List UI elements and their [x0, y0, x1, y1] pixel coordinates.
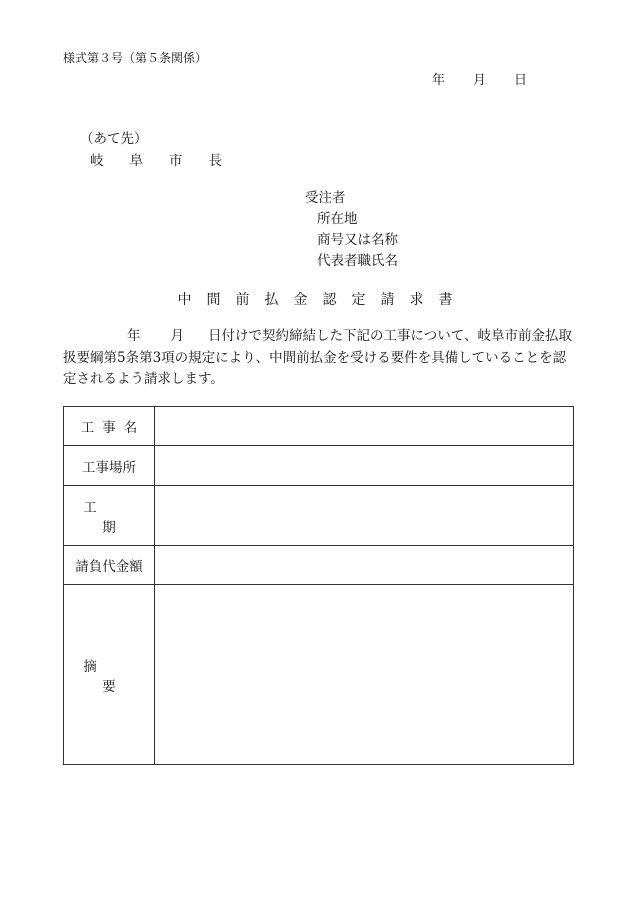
date-year: 年	[432, 73, 446, 88]
table-row	[64, 486, 574, 546]
label-remarks: 摘要	[64, 585, 155, 765]
value-remarks[interactable]	[155, 585, 574, 765]
table-row	[64, 407, 574, 446]
value-construction-site[interactable]	[155, 446, 574, 486]
label-construction-period: 工期	[64, 486, 155, 546]
body-text: 日付けで契約締結した下記の工事について、岐阜市前金払取扱要綱第5条第3項の規定により、中間前払金を受ける要件を具備していることを認定されるよう請求します。	[63, 328, 572, 387]
addressee-label: （あて先）	[80, 131, 148, 147]
details-table	[63, 406, 574, 765]
form-number: 様式第３号（第５条関係）	[63, 51, 208, 65]
addressee-char: 市	[169, 153, 183, 169]
addressee-name	[90, 149, 248, 169]
value-construction-name[interactable]	[155, 407, 574, 446]
contractor-block	[305, 188, 398, 272]
date-line	[432, 69, 527, 88]
body-month: 月	[170, 328, 184, 344]
label-construction-site: 工事場所	[64, 446, 155, 486]
contractor-address-label: 所在地	[317, 211, 358, 227]
table-row	[64, 546, 574, 585]
table-row	[64, 446, 574, 486]
addressee-char: 阜	[129, 153, 143, 169]
document-title: 中間前払金認定請求書	[177, 292, 468, 308]
table-row	[64, 585, 574, 765]
addressee-char: 長	[208, 153, 222, 169]
value-contract-amount[interactable]	[155, 546, 574, 585]
date-month: 月	[473, 73, 487, 88]
request-body	[63, 326, 578, 391]
body-year: 年	[127, 328, 141, 344]
addressee-char: 岐	[90, 153, 104, 169]
contractor-representative-label: 代表者職氏名	[317, 253, 398, 269]
label-contract-amount: 請負代金額	[64, 546, 155, 585]
value-construction-period[interactable]	[155, 486, 574, 546]
contractor-label: 受注者	[305, 190, 346, 206]
date-day: 日	[514, 73, 528, 88]
label-construction-name: 工 事 名	[64, 407, 155, 446]
contractor-company-label: 商号又は名称	[317, 232, 398, 248]
